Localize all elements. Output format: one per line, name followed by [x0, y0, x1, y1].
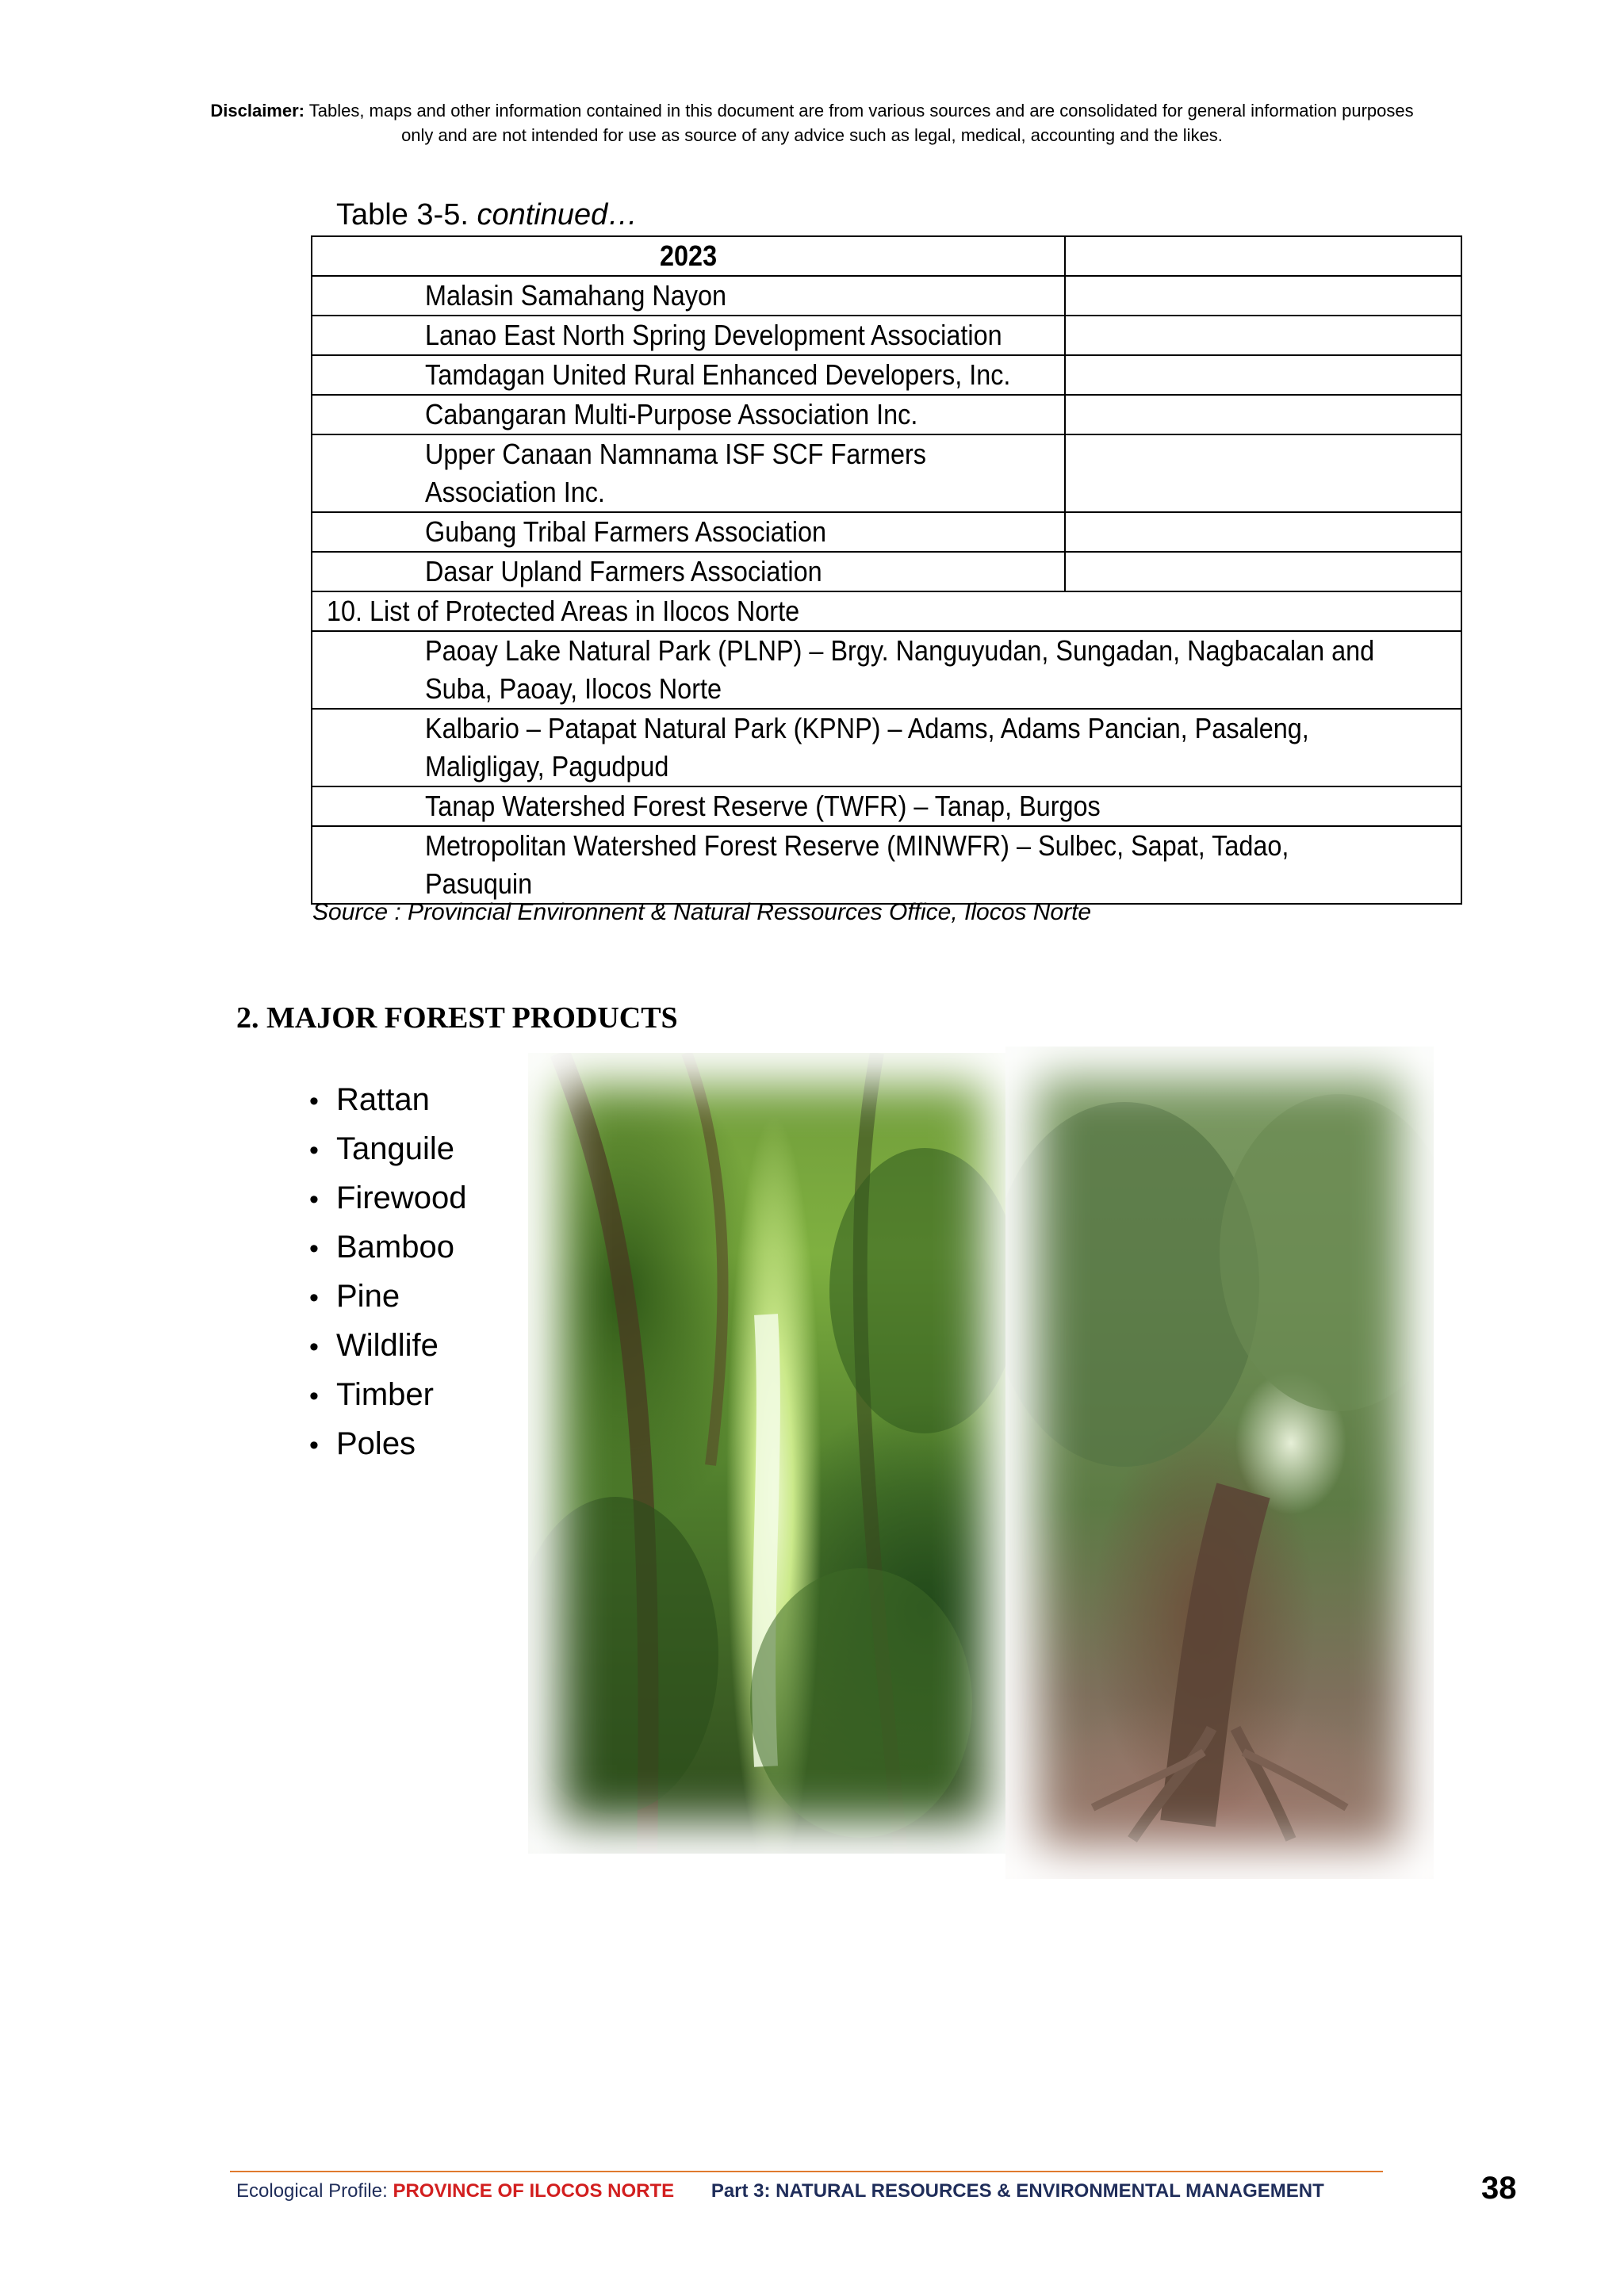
empty-cell: [1065, 552, 1461, 591]
table-row: [312, 355, 1461, 395]
empty-cell: [1065, 395, 1461, 434]
protected-area-name: Metropolitan Watershed Forest Reserve (MINWFR) – Sulbec, Sapat, Tadao, Pasuquin: [425, 829, 1289, 900]
forest-products-list: [309, 1075, 467, 1468]
waterfall-foliage-graphic: [528, 1053, 1017, 1854]
page-number: 38: [1481, 2171, 1517, 2206]
organization-name: Dasar Upland Farmers Association: [425, 555, 822, 587]
protected-area-name: Paoay Lake Natural Park (PLNP) – Brgy. Nanguyudan, Sungadan, Nagbacalan and Suba, Paoay, Ilocos Norte: [425, 634, 1375, 705]
list-item: [309, 1419, 467, 1468]
bullet-icon: •: [309, 1234, 319, 1264]
product-name: Wildlife: [336, 1328, 439, 1363]
year-cell: [312, 236, 1065, 276]
table-caption: [336, 198, 638, 232]
organization-name: Upper Canaan Namnama ISF SCF Farmers Association Inc.: [425, 438, 927, 508]
bullet-icon: •: [309, 1332, 319, 1362]
organization-name: Lanao East North Spring Development Association: [425, 319, 1002, 351]
empty-cell: [1065, 434, 1461, 512]
organization-cell: [312, 316, 1065, 355]
year-label: 2023: [659, 239, 718, 272]
empty-cell: [1065, 276, 1461, 316]
table-row: [312, 395, 1461, 434]
table-caption-suffix: continued…: [477, 198, 638, 232]
organization-name: Gubang Tribal Farmers Association: [425, 515, 827, 548]
list-item: [309, 1321, 467, 1370]
table-row: [312, 434, 1461, 512]
list-item: [309, 1272, 467, 1321]
disclaimer: [198, 98, 1426, 147]
list-item: [309, 1075, 467, 1124]
protected-area-cell: [312, 709, 1461, 786]
table-row: [312, 552, 1461, 591]
protected-areas-table: [311, 235, 1462, 905]
page-footer: [236, 2180, 1324, 2202]
organization-name: Tamdagan United Rural Enhanced Developers, Inc.: [425, 358, 1011, 391]
footer-prefix: Ecological Profile:: [236, 2180, 388, 2202]
empty-cell: [1065, 512, 1461, 552]
organization-name: Malasin Samahang Nayon: [425, 279, 727, 312]
table-row: [312, 276, 1461, 316]
protected-area-cell: [312, 826, 1461, 904]
organization-cell: [312, 552, 1065, 591]
empty-cell: [1065, 316, 1461, 355]
product-name: Pine: [336, 1279, 400, 1314]
bullet-icon: •: [309, 1430, 319, 1460]
list-item: [309, 1173, 467, 1223]
bullet-icon: •: [309, 1381, 319, 1411]
product-name: Poles: [336, 1426, 416, 1461]
organization-cell: [312, 434, 1065, 512]
bullet-icon: •: [309, 1135, 319, 1165]
bullet-icon: •: [309, 1086, 319, 1116]
organization-cell: [312, 276, 1065, 316]
disclaimer-text: Tables, maps and other information contained in this document are from various sources and are consolidated for general information purposes only and are not intended for use as source of any advice such as legal, medical, accounting and the likes.: [308, 101, 1414, 145]
table-row: [312, 786, 1461, 826]
section-title: 10. List of Protected Areas in Ilocos Norte: [327, 595, 800, 627]
disclaimer-label: Disclaimer:: [210, 101, 304, 121]
list-item: [309, 1370, 467, 1419]
organization-cell: [312, 395, 1065, 434]
table-row: [312, 236, 1461, 276]
section-title-cell: [312, 591, 1461, 631]
protected-area-cell: [312, 631, 1461, 709]
old-tree-photo: [1005, 1047, 1434, 1879]
protected-area-cell: [312, 786, 1461, 826]
list-item: [309, 1124, 467, 1173]
product-name: Timber: [336, 1377, 434, 1412]
list-item: [309, 1223, 467, 1272]
table-row: [312, 512, 1461, 552]
tree-roots-graphic: [1005, 1047, 1434, 1879]
bullet-icon: •: [309, 1283, 319, 1313]
table-row: [312, 631, 1461, 709]
organization-cell: [312, 512, 1065, 552]
empty-cell: [1065, 355, 1461, 395]
empty-cell: [1065, 236, 1461, 276]
table-row: [312, 709, 1461, 786]
table-row: [312, 591, 1461, 631]
organization-cell: [312, 355, 1065, 395]
product-name: Tanguile: [336, 1131, 455, 1166]
forest-waterfall-photo: [528, 1053, 1017, 1854]
protected-area-name: Kalbario – Patapat Natural Park (KPNP) – Adams, Adams Pancian, Pasaleng, Maligligay, Pagudpud: [425, 712, 1309, 783]
protected-area-name: Tanap Watershed Forest Reserve (TWFR) – Tanap, Burgos: [425, 790, 1101, 822]
forest-products-title: 2. MAJOR FOREST PRODUCTS: [236, 1001, 678, 1035]
product-name: Bamboo: [336, 1230, 454, 1265]
product-name: Rattan: [336, 1082, 430, 1117]
footer-divider: [230, 2171, 1383, 2172]
table-row: [312, 826, 1461, 904]
table-caption-prefix: Table 3-5.: [336, 198, 469, 232]
table-source: Source : Provincial Environnent & Natural Ressources Office, Ilocos Norte: [312, 899, 1092, 925]
bullet-icon: •: [309, 1184, 319, 1215]
footer-province: PROVINCE OF ILOCOS NORTE: [393, 2180, 675, 2202]
footer-part: Part 3: NATURAL RESOURCES & ENVIRONMENTAL MANAGEMENT: [710, 2180, 1324, 2202]
organization-name: Cabangaran Multi-Purpose Association Inc.: [425, 398, 918, 430]
table-row: [312, 316, 1461, 355]
product-name: Firewood: [336, 1181, 467, 1215]
